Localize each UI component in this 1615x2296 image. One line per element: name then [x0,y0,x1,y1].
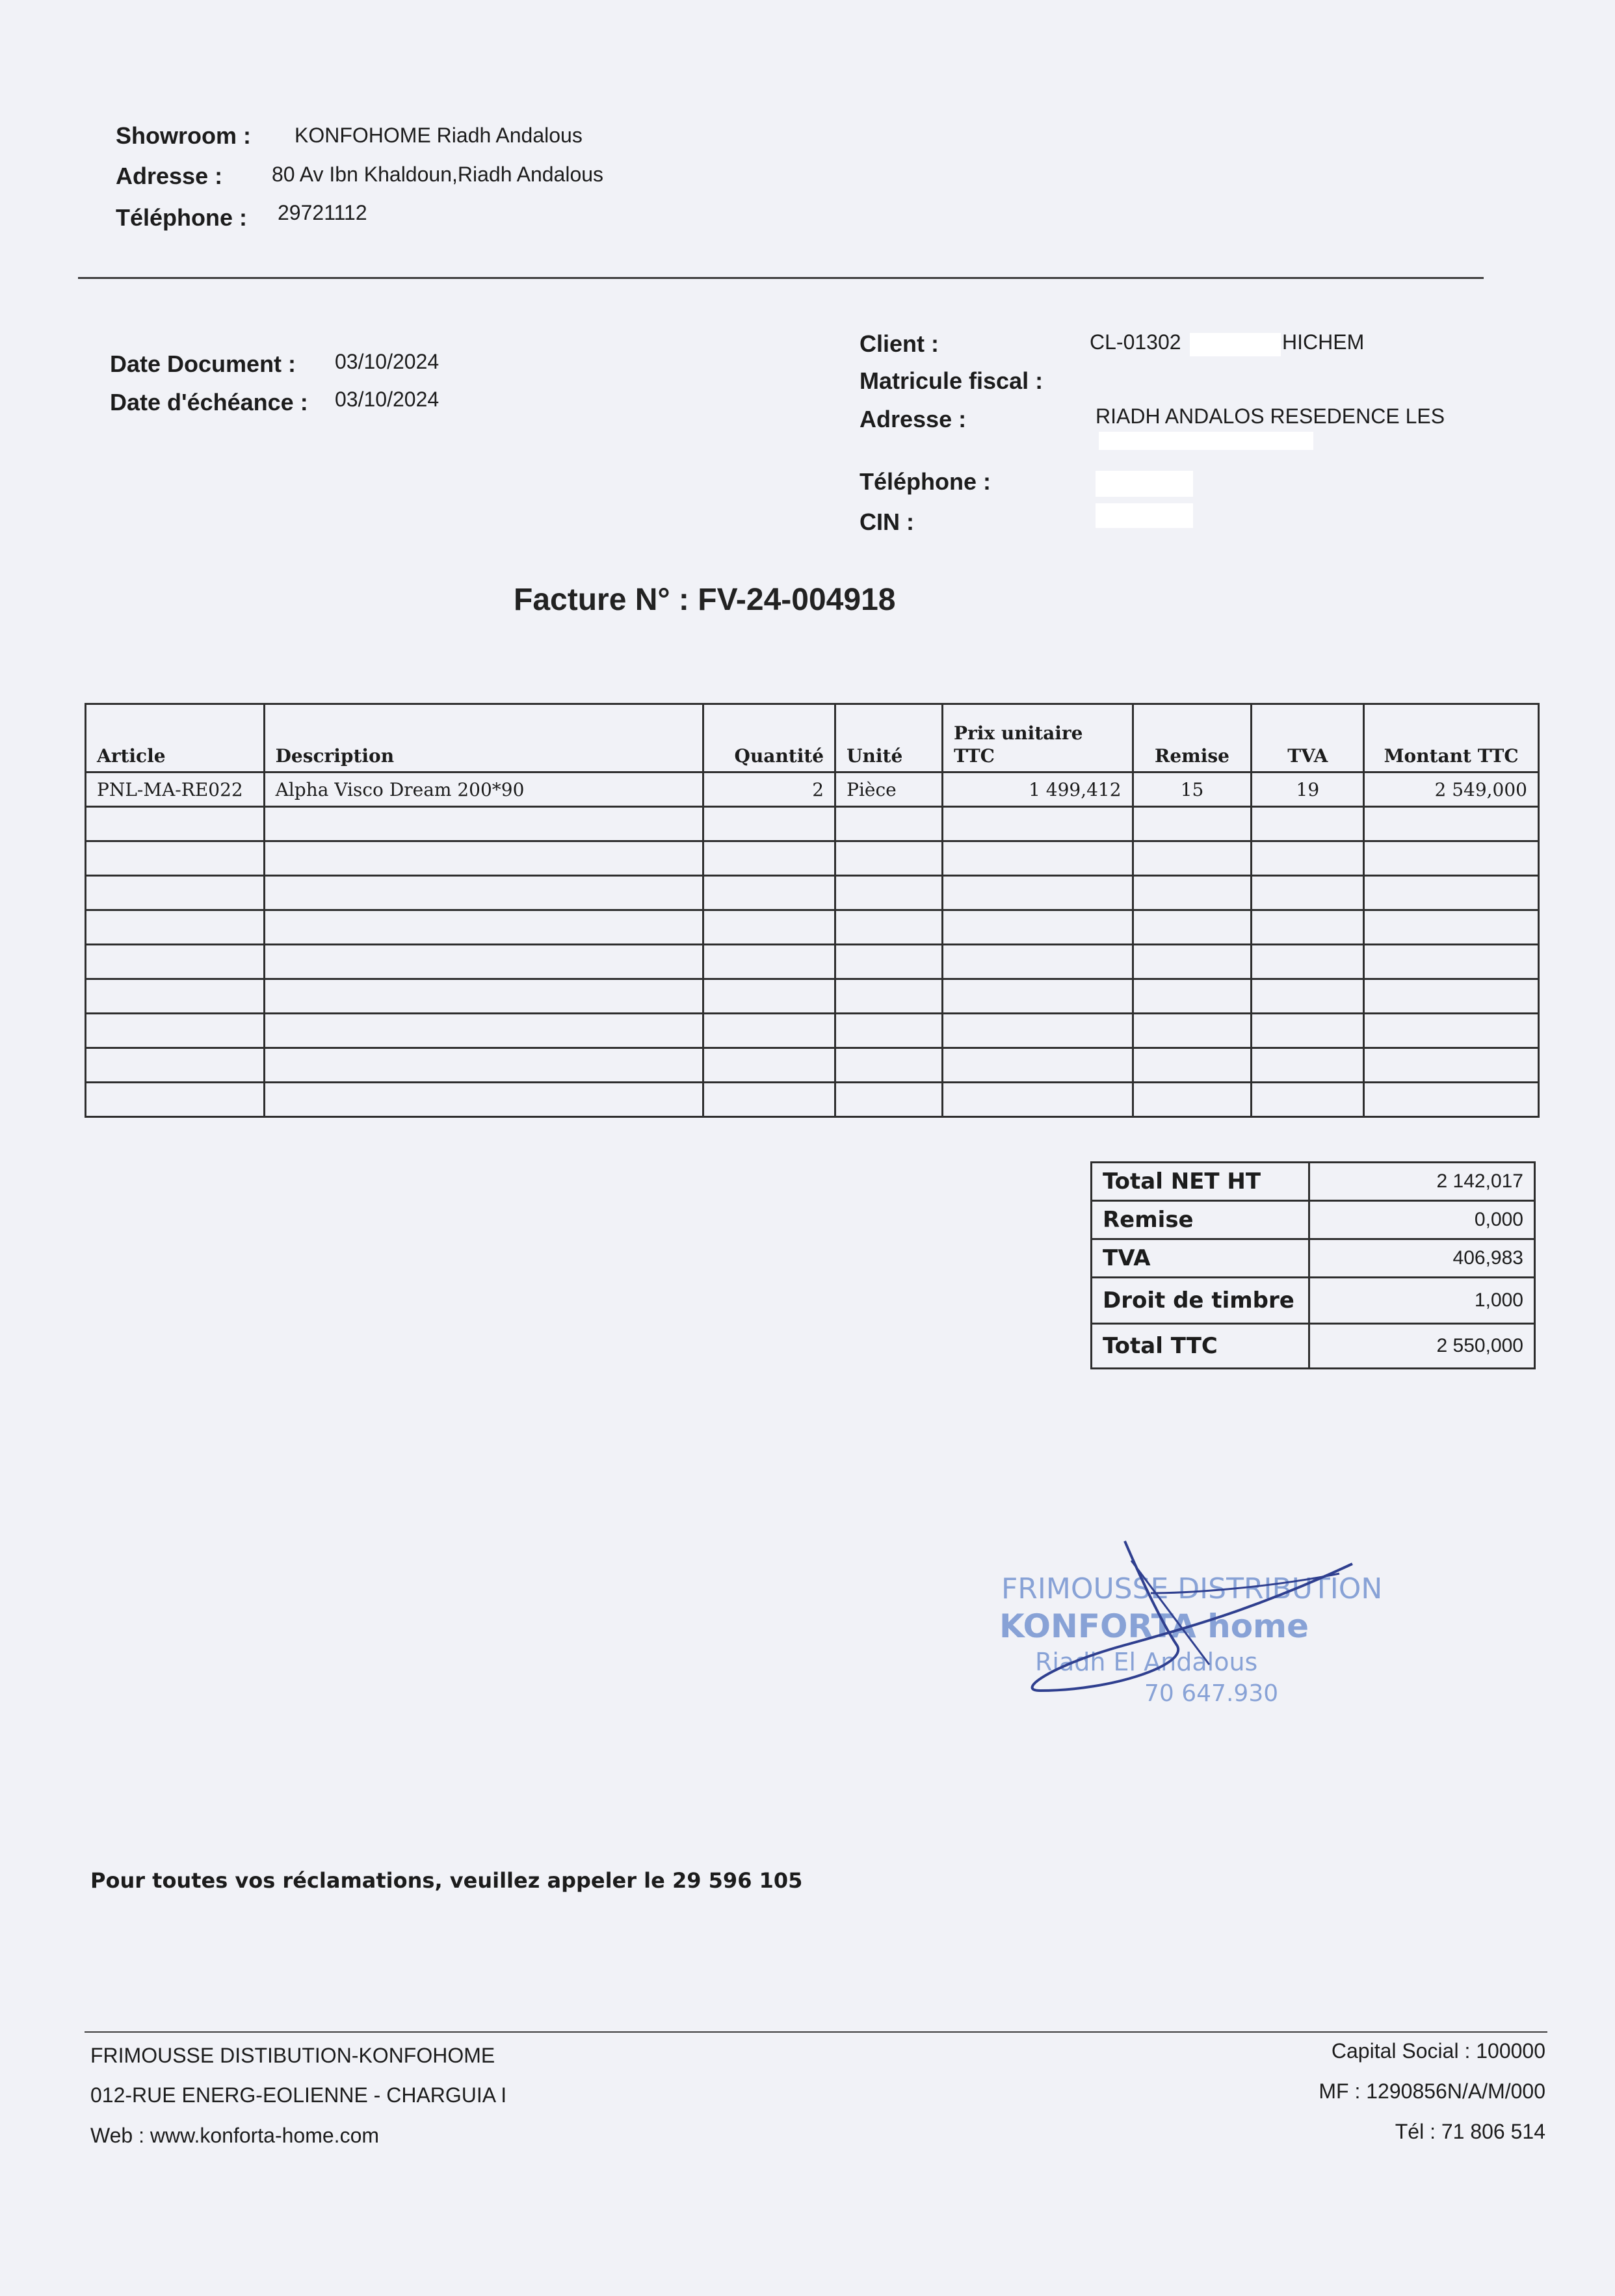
showroom-adresse-label: Adresse : [116,163,223,189]
cin-label: CIN : [860,508,914,535]
table-row-empty [86,945,1539,979]
showroom-telephone-label: Téléphone : [116,204,248,231]
showroom-adresse-value: 80 Av Ibn Khaldoun,Riadh Andalous [272,163,604,186]
date-document-label: Date Document : [110,350,296,377]
cell-quantite: 2 [703,772,835,807]
stamp-line-4: 70 647.930 [1144,1680,1279,1707]
cell-tva: 19 [1252,772,1364,807]
col-header-quantite: Quantité [703,704,835,772]
date-echeance-value: 03/10/2024 [335,388,440,411]
cell-remise: 15 [1133,772,1252,807]
total-remise-value: 0,000 [1309,1201,1535,1239]
table-row-empty [86,1048,1539,1083]
footer-mf: MF : 1290856N/A/M/000 [1319,2079,1545,2103]
stamp-line-3: Riadh El Andalous [1035,1648,1258,1676]
col-header-prix-line2: TTC [953,745,995,767]
totals-table [1090,1161,1536,1369]
showroom-label: Showroom : [116,122,251,149]
client-adresse-label: Adresse : [860,406,967,432]
footer-divider [85,2031,1547,2033]
table-header-row [86,704,1539,772]
total-net-ht-label: Total NET HT [1092,1163,1309,1201]
date-echeance-label: Date d'échéance : [110,389,308,416]
redaction-box [1099,432,1313,450]
invoice-title: Facture N° : FV-24-004918 [514,583,896,617]
droit-timbre-value: 1,000 [1309,1278,1535,1324]
footer-tel: Tél : 71 806 514 [1395,2120,1545,2143]
cell-article: PNL-MA-RE022 [86,772,265,807]
col-header-prix-line1: Prix unitaire [953,722,1083,744]
col-header-unite: Unité [835,704,943,772]
header-divider [78,277,1484,279]
date-document-value: 03/10/2024 [335,350,440,373]
total-net-ht-value: 2 142,017 [1309,1163,1535,1201]
signature [1001,1535,1365,1704]
redaction-box [1096,503,1193,528]
cell-montant: 2 549,000 [1364,772,1539,807]
table-row-empty [86,979,1539,1014]
cell-unite: Pièce [835,772,943,807]
col-header-tva: TVA [1252,704,1364,772]
col-header-remise: Remise [1133,704,1252,772]
client-telephone-label: Téléphone : [860,468,991,495]
col-header-article: Article [86,704,265,772]
footer-company: FRIMOUSSE DISTIBUTION-KONFOHOME [90,2044,495,2067]
col-header-montant: Montant TTC [1364,704,1539,772]
client-label: Client : [860,330,939,357]
totals-row [1092,1201,1535,1239]
client-adresse-value: RIADH ANDALOS RESEDENCE LES [1096,404,1445,428]
table-row [86,772,1539,807]
table-row-empty [86,1083,1539,1117]
reclamation-note: Pour toutes vos réclamations, veuillez appeler le 29 596 105 [90,1868,803,1893]
totals-row [1092,1278,1535,1324]
redaction-box [1190,333,1281,356]
cell-prix: 1 499,412 [942,772,1133,807]
footer-capital: Capital Social : 100000 [1331,2039,1545,2063]
total-ttc-value: 2 550,000 [1309,1324,1535,1369]
droit-timbre-label: Droit de timbre [1092,1278,1309,1324]
matricule-label: Matricule fiscal : [860,367,1044,394]
total-ttc-label: Total TTC [1092,1324,1309,1369]
table-row-empty [86,1014,1539,1048]
col-header-prix [942,704,1133,772]
total-remise-label: Remise [1092,1201,1309,1239]
redaction-box [1096,471,1193,497]
total-tva-label: TVA [1092,1239,1309,1278]
table-row-empty [86,807,1539,841]
stamp-line-1: FRIMOUSSE DISTRIBUTION [1001,1572,1383,1605]
cell-description: Alpha Visco Dream 200*90 [264,772,703,807]
client-name: HICHEM [1282,330,1365,354]
total-tva-value: 406,983 [1309,1239,1535,1278]
showroom-value: KONFOHOME Riadh Andalous [295,124,583,147]
footer-address: 012-RUE ENERG-EOLIENNE - CHARGUIA I [90,2083,507,2107]
client-code: CL-01302 [1090,330,1181,354]
table-row-empty [86,910,1539,945]
totals-row [1092,1324,1535,1369]
stamp-line-2: KONFORTA home [999,1607,1309,1645]
items-table [85,703,1540,1118]
footer-web: Web : www.konforta-home.com [90,2124,380,2147]
totals-row [1092,1163,1535,1201]
table-row-empty [86,876,1539,910]
table-row-empty [86,841,1539,876]
showroom-telephone-value: 29721112 [278,201,367,224]
col-header-description: Description [264,704,703,772]
totals-row [1092,1239,1535,1278]
